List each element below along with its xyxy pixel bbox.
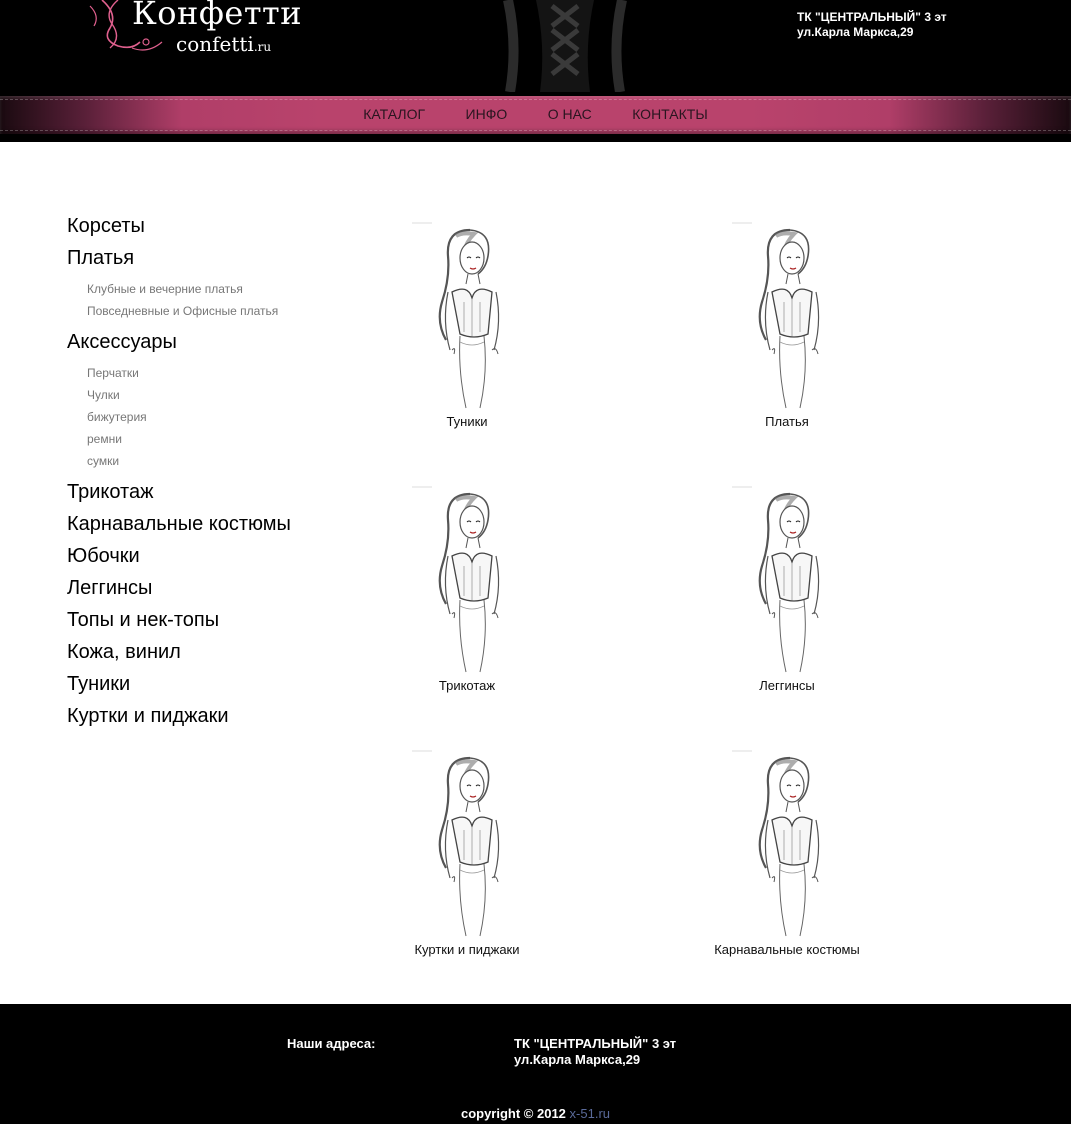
sidebar-subcategory-item[interactable]: Повседневные и Офисные платья: [87, 304, 279, 318]
product-card-label: Трикотаж: [438, 678, 496, 693]
sidebar-category-leggings[interactable]: Леггинсы: [67, 577, 153, 599]
nav-item-about[interactable]: О НАС: [547, 106, 592, 122]
model-sketch-icon: [412, 486, 522, 676]
logo-domain-tld: .ru: [253, 40, 272, 54]
product-card[interactable]: [687, 750, 887, 957]
developer-credit-link[interactable]: x-51.ru: [569, 1106, 611, 1121]
logo-domain-main: confetti: [176, 32, 254, 56]
sidebar-category-leather[interactable]: Кожа, винил: [67, 641, 181, 663]
footer-address: [514, 1036, 676, 1068]
product-card-label: Карнавальные костюмы: [714, 942, 860, 957]
header-address-mall: ТК "ЦЕНТРАЛЬНЫЙ": [797, 10, 921, 24]
product-card[interactable]: [687, 222, 887, 429]
nav-item-contacts[interactable]: КОНТАКТЫ: [632, 106, 708, 122]
footer-address-mall: ТК "ЦЕНТРАЛЬНЫЙ": [514, 1036, 649, 1051]
model-sketch-icon: [412, 222, 522, 412]
sidebar-category-skirts[interactable]: Юбочки: [67, 545, 140, 567]
category-sidebar: [67, 210, 367, 732]
product-card-label: Туники: [446, 414, 488, 429]
sidebar-category-tunics[interactable]: Туники: [67, 673, 131, 695]
product-card-label: Куртки и пиджаки: [414, 942, 520, 957]
nav-item-info[interactable]: ИНФО: [465, 106, 508, 122]
sidebar-subcategory-item[interactable]: Чулки: [87, 388, 120, 402]
main-nav-bar: [0, 92, 1071, 142]
product-card[interactable]: [687, 486, 887, 693]
nav-band: [0, 96, 1071, 134]
corset-lacing-decoration: [500, 0, 630, 92]
header-address: [797, 10, 947, 40]
sidebar-category-accessories[interactable]: Аксессуары: [67, 331, 177, 353]
sidebar-subcategory-item[interactable]: Перчатки: [87, 366, 139, 380]
model-sketch-icon: [732, 222, 842, 412]
site-logo[interactable]: [88, 0, 328, 58]
footer-addresses-label: Наши адреса:: [287, 1036, 376, 1051]
header-address-street: ул.Карла Маркса,29: [797, 25, 914, 39]
sidebar-subcategory-item[interactable]: бижутерия: [87, 410, 147, 424]
sidebar-category-dresses[interactable]: Платья: [67, 247, 135, 269]
sidebar-subcategories-dresses: [67, 274, 367, 326]
sidebar-category-tops[interactable]: Топы и нек-топы: [67, 609, 220, 631]
model-sketch-icon: [732, 486, 842, 676]
nav-stitch-top: [0, 99, 1071, 100]
product-card-label: Платья: [765, 414, 809, 429]
site-footer: [0, 1004, 1071, 1124]
footer-address-floor: 3 эт: [651, 1036, 677, 1051]
nav-item-catalog[interactable]: КАТАЛОГ: [363, 106, 426, 122]
product-card[interactable]: [367, 750, 567, 957]
sidebar-subcategories-accessories: [67, 358, 367, 476]
sidebar-subcategory-item[interactable]: сумки: [87, 454, 120, 468]
header-address-floor: 3 эт: [924, 10, 947, 24]
logo-domain: [176, 32, 271, 56]
sidebar-category-knitwear[interactable]: Трикотаж: [67, 481, 154, 503]
product-card[interactable]: [367, 222, 567, 429]
sidebar-subcategory-item[interactable]: ремни: [87, 432, 122, 446]
logo-title: Конфетти: [132, 0, 303, 32]
sidebar-category-corsets[interactable]: Корсеты: [67, 215, 145, 237]
copyright-text: copyright © 2012: [460, 1106, 566, 1121]
footer-address-street: ул.Карла Маркса,29: [514, 1052, 641, 1067]
nav-menu: [0, 106, 1071, 124]
sidebar-category-jackets[interactable]: Куртки и пиджаки: [67, 705, 229, 727]
product-card-label: Леггинсы: [759, 678, 815, 693]
site-header: [0, 0, 1071, 92]
model-sketch-icon: [412, 750, 522, 940]
sidebar-category-carnival[interactable]: Карнавальные костюмы: [67, 513, 291, 535]
product-card[interactable]: [367, 486, 567, 693]
footer-copyright: [0, 1106, 1071, 1121]
nav-stitch-bottom: [0, 130, 1071, 131]
sidebar-subcategory-item[interactable]: Клубные и вечерние платья: [87, 282, 243, 296]
model-sketch-icon: [732, 750, 842, 940]
